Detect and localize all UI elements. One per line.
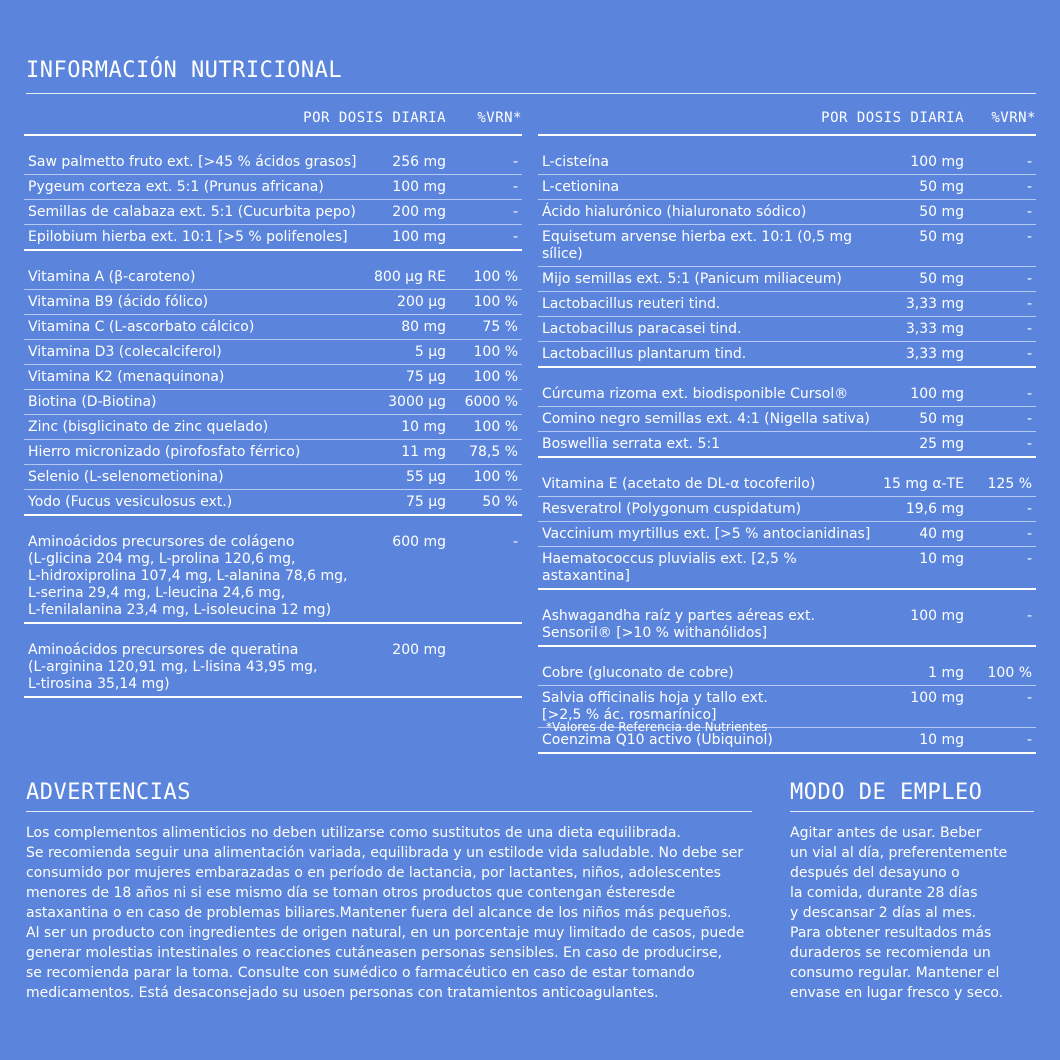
ingredient-vrn: - xyxy=(1026,436,1032,452)
table-row xyxy=(24,465,522,490)
table-row xyxy=(538,150,1036,175)
table-row xyxy=(538,317,1036,342)
ingredient-vrn: - xyxy=(512,204,518,220)
vrn-footnote: *Valores de Referencia de Nutrientes xyxy=(546,720,768,734)
ingredient-dose: 11 mg xyxy=(401,444,446,460)
ingredient-vrn: - xyxy=(512,154,518,170)
group-spacer xyxy=(24,251,522,265)
ingredient-dose: 25 mg xyxy=(919,436,964,452)
table-row xyxy=(538,225,1036,267)
table-row xyxy=(24,490,522,516)
ingredient-dose: 75 µg xyxy=(405,494,446,510)
table-row xyxy=(538,407,1036,432)
group-spacer xyxy=(538,458,1036,472)
ingredient-dose: 3000 µg xyxy=(388,394,446,410)
ingredient-name: Yodo (Fucus vesiculosus ext.) xyxy=(28,494,233,510)
table-row xyxy=(24,530,522,624)
vrn-column-header: %VRN* xyxy=(477,110,522,126)
ingredient-name: Comino negro semillas ext. 4:1 (Nigella sativa) xyxy=(542,411,870,427)
ingredient-dose: 100 mg xyxy=(910,608,964,624)
table-row xyxy=(538,497,1036,522)
table-row xyxy=(538,342,1036,368)
ingredient-name: Equisetum arvense hierba ext. 10:1 (0,5 mg sílice) xyxy=(542,229,852,262)
ingredient-dose: 50 mg xyxy=(919,179,964,195)
ingredient-vrn: 100 % xyxy=(473,419,518,435)
ingredient-vrn: - xyxy=(1026,411,1032,427)
table-row xyxy=(24,390,522,415)
table-row xyxy=(538,661,1036,686)
ingredient-name: Coenzima Q10 activo (Ubiquinol) xyxy=(542,732,773,748)
ingredient-dose: 256 mg xyxy=(392,154,446,170)
ingredient-name: Lactobacillus plantarum tind. xyxy=(542,346,747,362)
ingredient-vrn: - xyxy=(1026,386,1032,402)
ingredient-dose: 75 µg xyxy=(405,369,446,385)
table-row xyxy=(24,365,522,390)
dose-column-header: POR DOSIS DIARIA xyxy=(303,110,446,126)
table-row xyxy=(24,638,522,698)
ingredient-name: Vitamina D3 (colecalciferol) xyxy=(28,344,222,360)
table-row xyxy=(24,175,522,200)
group-spacer xyxy=(24,624,522,638)
table-header-left xyxy=(24,108,522,136)
usage-title: MODO DE EMPLEO xyxy=(790,780,1034,812)
ingredient-name: Selenio (L-selenometionina) xyxy=(28,469,224,485)
ingredient-vrn: - xyxy=(512,179,518,195)
ingredient-dose: 200 mg xyxy=(392,204,446,220)
table-row xyxy=(538,175,1036,200)
ingredient-name: Vitamina C (L-ascorbato cálcico) xyxy=(28,319,255,335)
ingredient-name: L-cisteína xyxy=(542,154,609,170)
ingredient-dose: 200 mg xyxy=(392,642,446,658)
ingredient-dose: 50 mg xyxy=(919,229,964,245)
ingredient-dose: 10 mg xyxy=(401,419,446,435)
ingredient-name: Resveratrol (Polygonum cuspidatum) xyxy=(542,501,802,517)
group-spacer xyxy=(538,368,1036,382)
ingredient-vrn: - xyxy=(512,229,518,245)
ingredient-vrn: - xyxy=(1026,551,1032,567)
nutrition-table-right xyxy=(538,108,1036,754)
ingredient-name: Vitamina E (acetato de DL-α tocoferilo) xyxy=(542,476,816,492)
ingredient-name: Vitamina K2 (menaquinona) xyxy=(28,369,225,385)
ingredient-dose: 10 mg xyxy=(919,551,964,567)
ingredient-dose: 19,6 mg xyxy=(905,501,964,517)
table-row xyxy=(24,415,522,440)
ingredient-vrn: 78,5 % xyxy=(469,444,518,460)
table-row xyxy=(538,604,1036,647)
ingredient-dose: 5 µg xyxy=(414,344,446,360)
ingredient-dose: 3,33 mg xyxy=(905,296,964,312)
ingredient-vrn: - xyxy=(1026,296,1032,312)
ingredient-dose: 50 mg xyxy=(919,271,964,287)
ingredient-vrn: - xyxy=(1026,229,1032,245)
ingredient-vrn: 125 % xyxy=(987,476,1032,492)
table-row xyxy=(538,522,1036,547)
table-row xyxy=(538,472,1036,497)
table-row xyxy=(24,290,522,315)
ingredient-vrn: 6000 % xyxy=(464,394,518,410)
table-row xyxy=(538,547,1036,590)
ingredient-vrn: 100 % xyxy=(473,344,518,360)
ingredient-name: Semillas de calabaza ext. 5:1 (Cucurbita pepo) xyxy=(28,204,356,220)
ingredient-vrn: - xyxy=(1026,732,1032,748)
dose-column-header: POR DOSIS DIARIA xyxy=(821,110,964,126)
ingredient-dose: 200 µg xyxy=(397,294,446,310)
ingredient-name: Haematococcus pluvialis ext. [2,5 % astaxantina] xyxy=(542,551,797,584)
ingredient-vrn: 100 % xyxy=(473,369,518,385)
ingredient-dose: 3,33 mg xyxy=(905,321,964,337)
table-row xyxy=(24,265,522,290)
ingredient-name: Cúrcuma rizoma ext. biodisponible Cursol® xyxy=(542,386,849,402)
ingredient-dose: 50 mg xyxy=(919,411,964,427)
ingredient-dose: 10 mg xyxy=(919,732,964,748)
warnings-text: Los complementos alimenticios no deben utilizarse como sustitutos de una dieta equilibrada. Se recomienda seguir una alimentación variada, equilibrada y un estilode vida saludable. No debe ser consumido por mujeres embarazadas o en período de lactancia, por lactantes, niños, adolescentes menores de 18 años ni si ese mismo día se toman otros productos que contengan ésteresde astaxantina o en caso de problemas biliares.Mantener fuera del alcance de los niños más pequeños. Al ser un producto con ingredientes de origen natural, en un porcentaje muy limitado de casos, puede generar molestias intestinales o reacciones cutáneasen personas sensibles. En caso de producirse, se recomienda parar la toma. Consulte con suмédico o farmacéutico en caso de estar tomando medicamentos. Está desaconsejado su usoen personas con tratamientos anticoagulantes. xyxy=(26,825,745,1001)
ingredient-vrn: - xyxy=(512,534,518,550)
ingredient-name: Zinc (bisglicinato de zinc quelado) xyxy=(28,419,269,435)
ingredient-dose: 100 mg xyxy=(910,154,964,170)
page-title: INFORMACIÓN NUTRICIONAL xyxy=(26,58,1036,94)
ingredient-vrn: - xyxy=(1026,526,1032,542)
vrn-column-header: %VRN* xyxy=(991,110,1036,126)
warnings-title: ADVERTENCIAS xyxy=(26,780,752,812)
ingredient-dose: 50 mg xyxy=(919,204,964,220)
ingredient-name: Epilobium hierba ext. 10:1 [>5 % polifenoles] xyxy=(28,229,348,245)
group-spacer xyxy=(538,590,1036,604)
table-row xyxy=(24,315,522,340)
ingredient-dose: 3,33 mg xyxy=(905,346,964,362)
ingredient-dose: 800 µg RE xyxy=(374,269,446,285)
ingredient-vrn: - xyxy=(1026,346,1032,362)
ingredient-vrn: 100 % xyxy=(473,294,518,310)
ingredient-vrn: 50 % xyxy=(482,494,518,510)
usage-text: Agitar antes de usar. Beber un vial al día, preferentemente después del desayuno o la comida, durante 28 días y descansar 2 días al mes. Para obtener resultados más duraderos se recomienda un consumo regular. Mantener el envase en lugar fresco y seco. xyxy=(790,825,1008,1001)
ingredient-dose: 55 µg xyxy=(405,469,446,485)
table-row xyxy=(24,340,522,365)
ingredient-vrn: - xyxy=(1026,271,1032,287)
ingredient-vrn: - xyxy=(1026,690,1032,706)
ingredient-name: Mijo semillas ext. 5:1 (Panicum miliaceum) xyxy=(542,271,842,287)
ingredient-name: Cobre (gluconato de cobre) xyxy=(542,665,734,681)
ingredient-dose: 100 mg xyxy=(910,386,964,402)
group-spacer xyxy=(24,516,522,530)
ingredient-name: Lactobacillus paracasei tind. xyxy=(542,321,742,337)
ingredient-name: Aminoácidos precursores de colágeno (L-glicina 204 mg, L-prolina 120,6 mg, L-hidroxiprolina 107,4 mg, L-alanina 78,6 mg, L-serina 29,4 mg, L-leucina 24,6 mg, L-fenilalanina 23,4 mg, L-isoleucina 12 mg) xyxy=(28,534,348,618)
ingredient-vrn: - xyxy=(1026,501,1032,517)
ingredient-name: Saw palmetto fruto ext. [>45 % ácidos grasos] xyxy=(28,154,357,170)
ingredient-name: Boswellia serrata ext. 5:1 xyxy=(542,436,721,452)
ingredient-vrn: - xyxy=(1026,204,1032,220)
ingredient-vrn: 100 % xyxy=(987,665,1032,681)
ingredient-dose: 1 mg xyxy=(928,665,964,681)
ingredient-vrn: - xyxy=(1026,321,1032,337)
table-row xyxy=(538,292,1036,317)
nutrition-table-left xyxy=(24,108,522,698)
table-row xyxy=(538,200,1036,225)
ingredient-name: Hierro micronizado (pirofosfato férrico) xyxy=(28,444,301,460)
ingredient-dose: 80 mg xyxy=(401,319,446,335)
table-row xyxy=(538,382,1036,407)
ingredient-name: Vitamina A (β-caroteno) xyxy=(28,269,196,285)
table-row xyxy=(538,432,1036,458)
table-row xyxy=(24,150,522,175)
ingredient-name: Vitamina B9 (ácido fólico) xyxy=(28,294,209,310)
table-header-right xyxy=(538,108,1036,136)
table-row xyxy=(24,225,522,251)
ingredient-vrn: - xyxy=(1026,154,1032,170)
ingredient-name: Salvia officinalis hoja y tallo ext. [>2,5 % ác. rosmarínico] xyxy=(542,690,768,723)
ingredient-name: Ácido hialurónico (hialuronato sódico) xyxy=(542,204,807,220)
ingredient-name: Vaccinium myrtillus ext. [>5 % antocianidinas] xyxy=(542,526,871,542)
ingredient-dose: 600 mg xyxy=(392,534,446,550)
ingredient-dose: 15 mg α-TE xyxy=(883,476,964,492)
ingredient-vrn: - xyxy=(1026,608,1032,624)
ingredient-dose: 100 mg xyxy=(392,179,446,195)
ingredient-dose: 40 mg xyxy=(919,526,964,542)
ingredient-vrn: 100 % xyxy=(473,269,518,285)
ingredient-name: Biotina (D-Biotina) xyxy=(28,394,157,410)
table-row xyxy=(538,267,1036,292)
group-spacer xyxy=(538,647,1036,661)
table-row xyxy=(24,200,522,225)
ingredient-name: Pygeum corteza ext. 5:1 (Prunus africana) xyxy=(28,179,324,195)
ingredient-name: Aminoácidos precursores de queratina (L-arginina 120,91 mg, L-lisina 43,95 mg, L-tirosina 35,14 mg) xyxy=(28,642,318,692)
ingredient-vrn: 100 % xyxy=(473,469,518,485)
ingredient-dose: 100 mg xyxy=(392,229,446,245)
ingredient-vrn: 75 % xyxy=(482,319,518,335)
ingredient-name: L-cetionina xyxy=(542,179,620,195)
table-row xyxy=(24,440,522,465)
ingredient-name: Ashwagandha raíz y partes aéreas ext. Sensoril® [>10 % withanólidos] xyxy=(542,608,815,641)
ingredient-vrn: - xyxy=(1026,179,1032,195)
ingredient-dose: 100 mg xyxy=(910,690,964,706)
ingredient-name: Lactobacillus reuteri tind. xyxy=(542,296,721,312)
